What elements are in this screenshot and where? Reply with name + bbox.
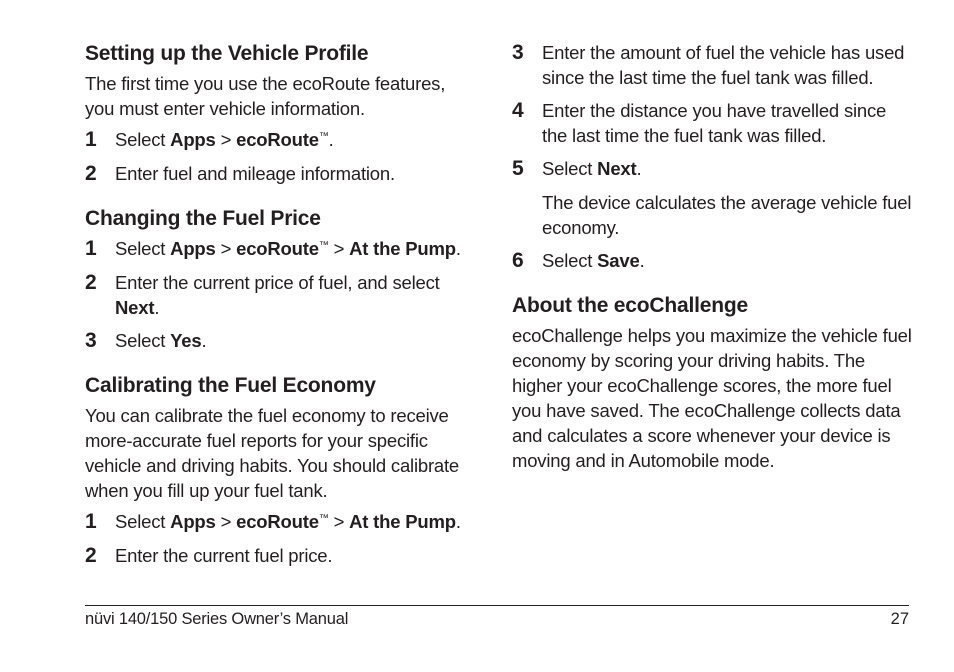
step-item	[512, 40, 912, 90]
step-text: Enter the amount of fuel the vehicle has used since the last time the fuel tank was filled.	[542, 42, 905, 88]
menu-apps: Apps	[170, 238, 216, 259]
step-number: 2	[85, 162, 97, 185]
left-column	[85, 40, 475, 577]
menu-at-the-pump: At the Pump	[349, 238, 456, 259]
trademark-symbol: ™	[318, 513, 329, 524]
trademark-symbol: ™	[318, 131, 329, 142]
section-body-ecochallenge: ecoChallenge helps you maximize the vehicle fuel economy by scoring your driving habits. The higher your ecoChallenge scores, the more fuel you have saved. The ecoChallenge collects data and calculates a score whenever your device is moving and in Automobile mode.	[512, 325, 912, 471]
step-text: Enter fuel and mileage information.	[115, 163, 395, 184]
step-text: Select Apps > ecoRoute™ > At the Pump.	[115, 238, 461, 259]
menu-apps: Apps	[170, 511, 216, 532]
step-number: 3	[85, 329, 97, 352]
step-number: 1	[85, 510, 97, 533]
step-item	[512, 156, 912, 182]
trademark-symbol: ™	[318, 240, 329, 251]
step-text: Select Apps > ecoRoute™.	[115, 129, 334, 150]
menu-ecoroute: ecoRoute	[236, 238, 319, 259]
section-intro-calibrating: You can calibrate the fuel economy to receive more-accurate fuel reports for your specific vehicle and driving habits. You should calibrate when you fill up your fuel tank.	[85, 405, 460, 501]
step-item	[85, 127, 475, 153]
menu-next: Next	[115, 297, 155, 318]
step-item	[512, 98, 912, 148]
menu-next: Next	[597, 158, 637, 179]
section-intro-vehicle-profile: The first time you use the ecoRoute features, you must enter vehicle information.	[85, 73, 446, 119]
step-text: Enter the current price of fuel, and select Next.	[115, 272, 440, 318]
step-item	[85, 236, 475, 262]
page-number: 27	[890, 610, 909, 628]
step-number: 5	[512, 157, 524, 180]
menu-apps: Apps	[170, 129, 216, 150]
section-heading-ecochallenge: About the ecoChallenge	[512, 294, 748, 317]
step-item	[85, 161, 475, 187]
section-heading-vehicle-profile: Setting up the Vehicle Profile	[85, 42, 369, 65]
step-note: The device calculates the average vehicle fuel economy.	[542, 192, 912, 238]
menu-yes: Yes	[170, 330, 202, 351]
step-item	[85, 270, 475, 320]
step-number: 4	[512, 99, 524, 122]
step-number: 6	[512, 249, 524, 272]
step-text: Select Yes.	[115, 330, 207, 351]
step-item	[85, 543, 475, 569]
footer-divider	[85, 605, 909, 606]
menu-ecoroute: ecoRoute	[236, 511, 319, 532]
step-text: Select Apps > ecoRoute™ > At the Pump.	[115, 511, 461, 532]
step-number: 2	[85, 544, 97, 567]
section-heading-calibrating: Calibrating the Fuel Economy	[85, 374, 376, 397]
menu-save: Save	[597, 250, 640, 271]
step-text: Enter the current fuel price.	[115, 545, 333, 566]
right-column	[512, 40, 912, 479]
step-text: Select Save.	[542, 250, 645, 271]
step-item	[85, 509, 475, 535]
step-number: 3	[512, 41, 524, 64]
step-number: 1	[85, 128, 97, 151]
step-number: 2	[85, 271, 97, 294]
step-item	[85, 328, 475, 354]
menu-at-the-pump: At the Pump	[349, 511, 456, 532]
step-number: 1	[85, 237, 97, 260]
step-item	[512, 248, 912, 274]
menu-ecoroute: ecoRoute	[236, 129, 319, 150]
step-text: Select Next.	[542, 158, 642, 179]
step-text: Enter the distance you have travelled since the last time the fuel tank was filled.	[542, 100, 887, 146]
footer-manual-title: nüvi 140/150 Series Owner’s Manual	[85, 610, 349, 628]
section-heading-fuel-price: Changing the Fuel Price	[85, 207, 321, 230]
